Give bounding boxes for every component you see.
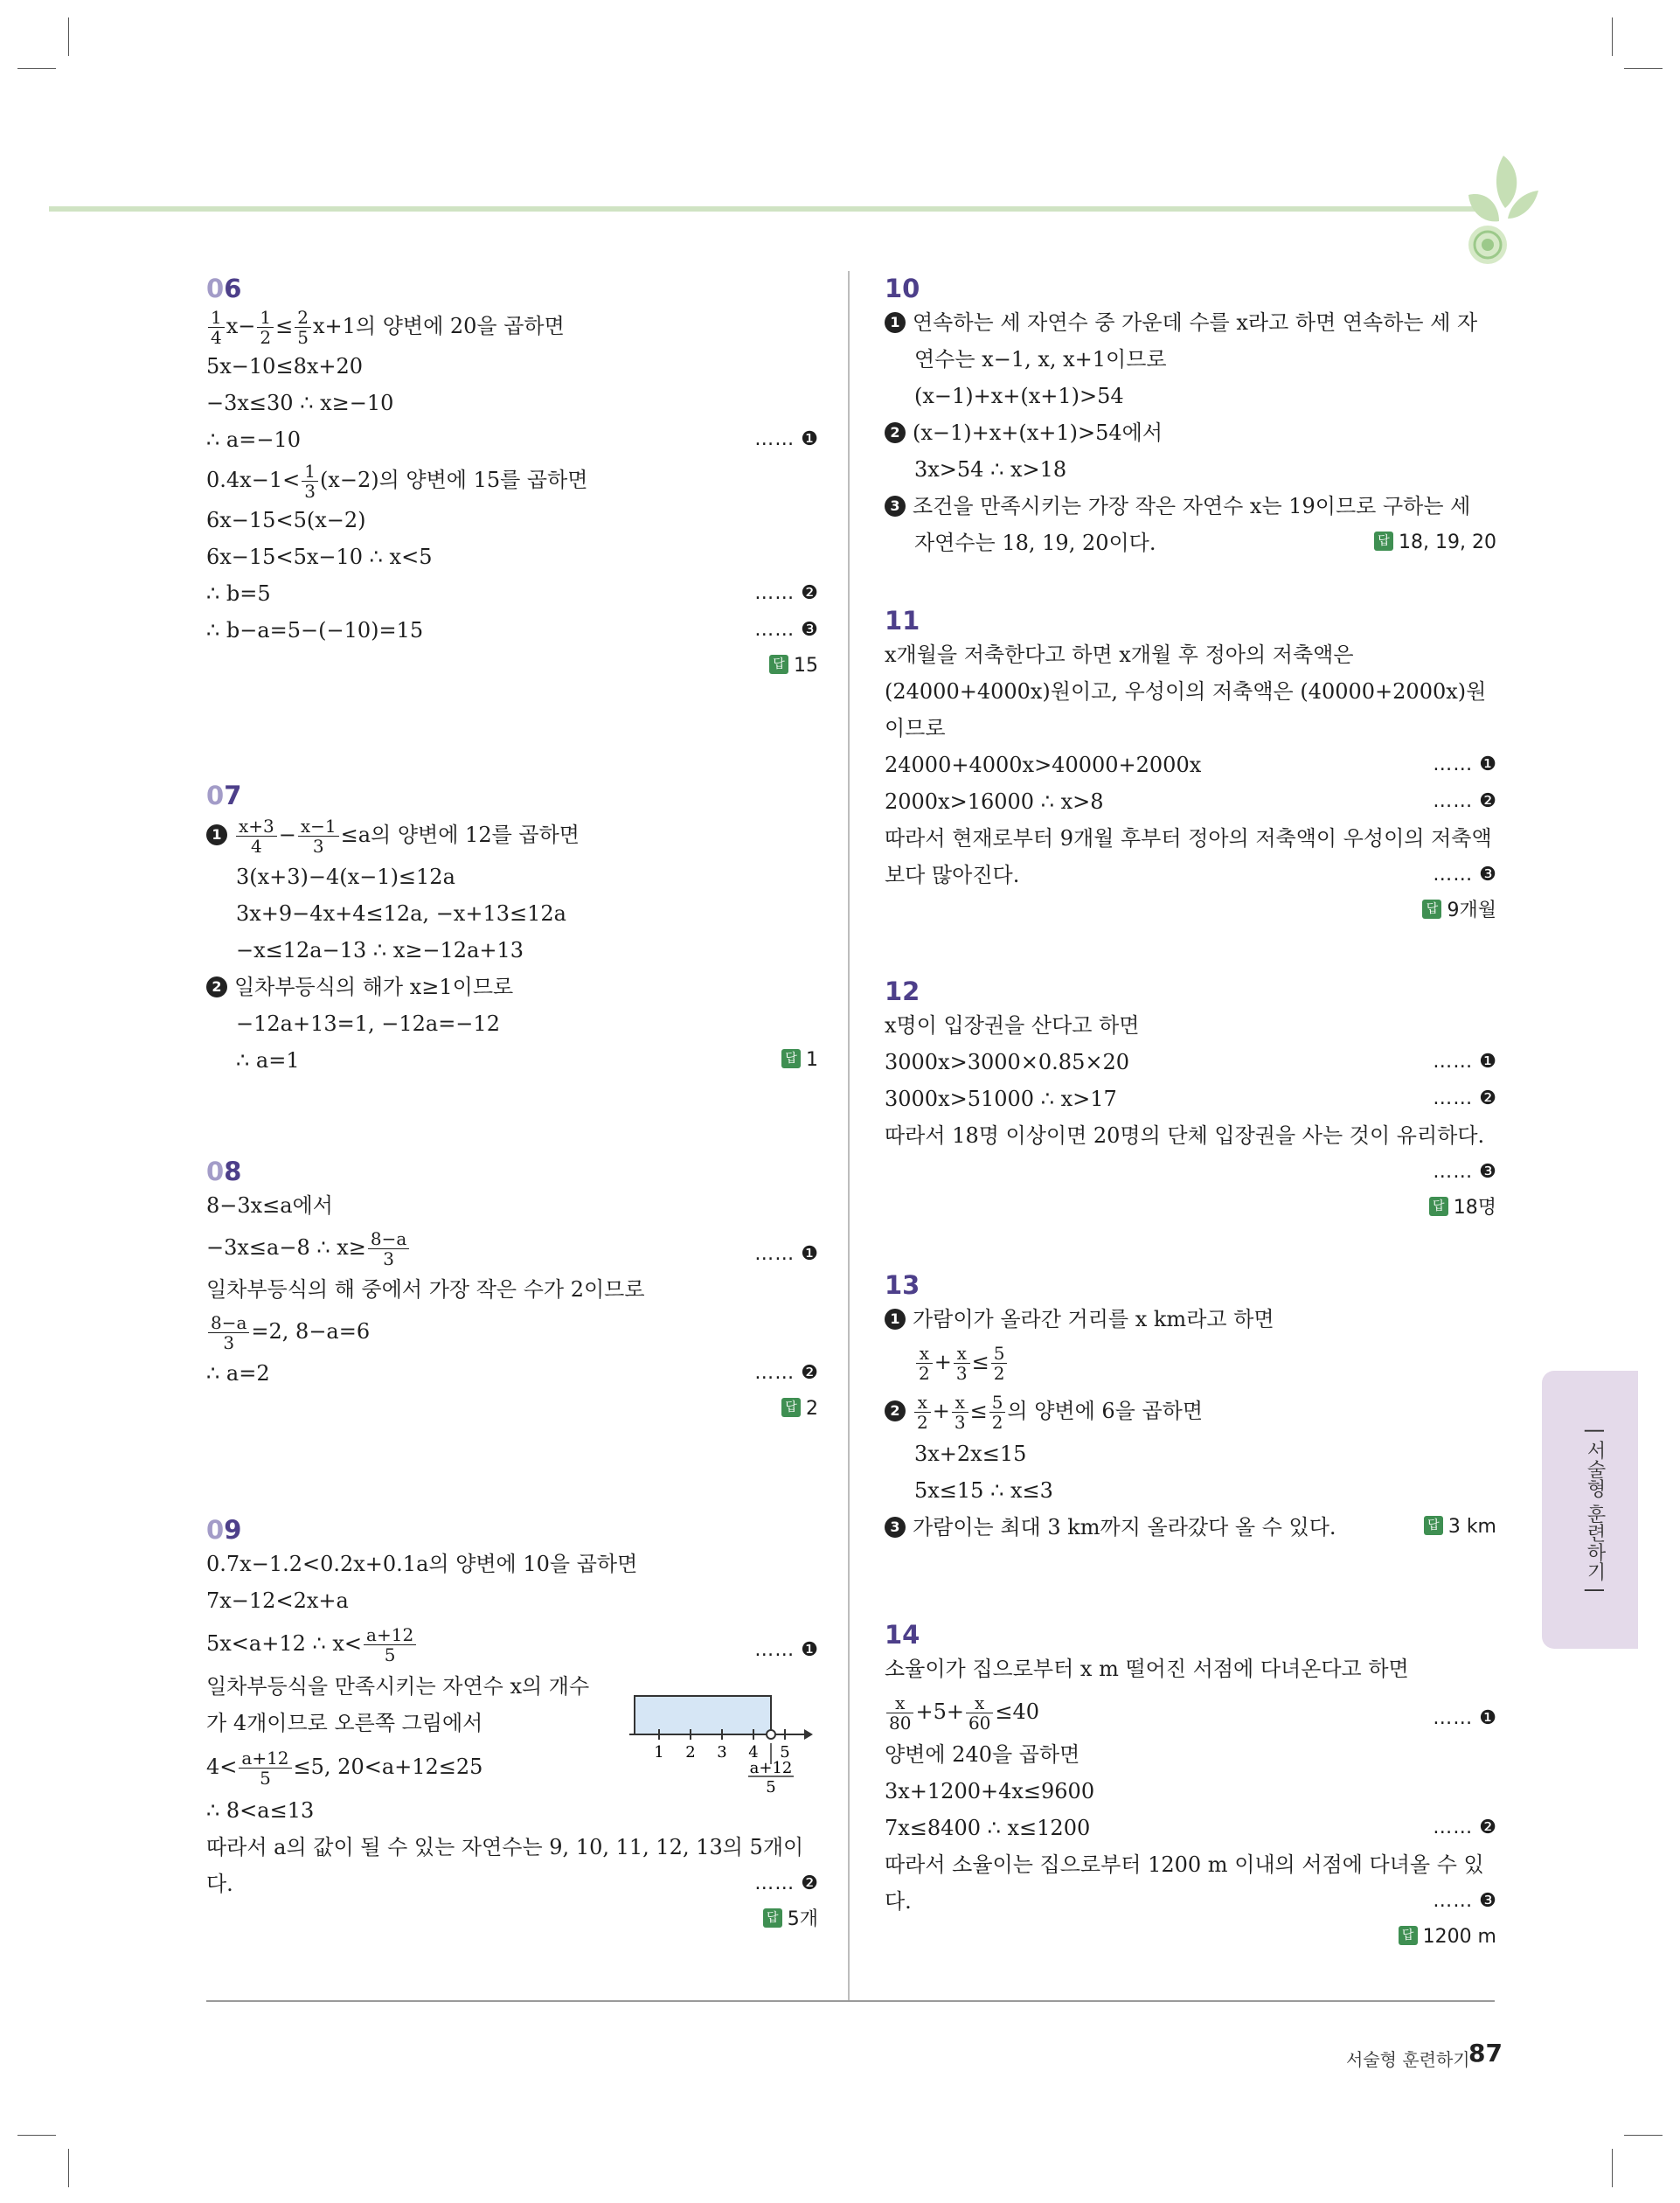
- solution-line: −3x≤a−8 ∴ x≥ $\frac{8-a}{3}$ …… ❶: [206, 1224, 818, 1271]
- step-marker: …… ❷: [1433, 1088, 1496, 1109]
- solution-line: 8−3x≤a에서: [206, 1193, 333, 1218]
- answer-icon: 답: [1424, 1516, 1443, 1535]
- fraction: $\frac{x}{2}$: [916, 1344, 933, 1383]
- answer-icon: 답: [1422, 900, 1441, 919]
- boundary-label-numerator: a+12: [749, 1759, 793, 1777]
- step-marker: …… ❷: [754, 1873, 818, 1894]
- section-tab-label: | 서술형 훈련하기 |: [1584, 1428, 1606, 1594]
- step-marker: …… ❶: [1433, 1707, 1496, 1729]
- fraction: $\frac{x}{2}$: [914, 1393, 931, 1432]
- solution-line: 따라서 18명 이상이면 20명의 단체 입장권을 사는 것이 유리하다.: [885, 1123, 1485, 1148]
- solution-line: 따라서 소율이는 집으로부터 1200 m 이내의 서점에 다녀올 수 있: [885, 1852, 1484, 1877]
- solution-line: 다. …… ❸: [885, 1883, 1496, 1920]
- problem-number: 14: [885, 1620, 920, 1650]
- step-marker: …… ❶: [1433, 1051, 1496, 1073]
- problem-07: [206, 780, 818, 1079]
- solution-line: 다. …… ❷: [206, 1866, 818, 1902]
- solution-line: 1 $\frac{x+3}{4}$ − $\frac{x-1}{3}$ ≤a의 양변에 12를 곱하면: [206, 811, 818, 858]
- solution-line: 소율이가 집으로부터 x m 떨어진 서점에 다녀온다고 하면: [885, 1657, 1409, 1681]
- solution-line: 3 가람이는 최대 3 km까지 올라갔다 올 수 있다. 답 3 km: [885, 1509, 1496, 1546]
- solution-line: 1 연속하는 세 자연수 중 가운데 수를 x라고 하면 연속하는 세 자: [885, 304, 1496, 341]
- solution-line: 0.7x−1.2<0.2x+0.1a의 양변에 10을 곱하면: [206, 1552, 638, 1576]
- answer-icon: 답: [1399, 1926, 1418, 1945]
- solution-line: 2 (x−1)+x+(x+1)>54에서: [885, 414, 1496, 451]
- answer: 답 2: [206, 1392, 818, 1427]
- problem-13: [885, 1269, 1496, 1546]
- solution-line: 0.4x−1< $\frac{1}{3}$ (x−2)의 양변에 15를 곱하면: [206, 461, 588, 502]
- tick-label: 4: [748, 1743, 759, 1762]
- step-badge: 1: [885, 312, 906, 333]
- step-marker: …… ❷: [754, 582, 818, 604]
- problem-number: 08: [206, 1157, 242, 1186]
- solution-line: −x≤12a−13 ∴ x≥−12a+13: [236, 938, 524, 963]
- fraction: $\frac{5}{2}$: [989, 1393, 1006, 1432]
- solution-line: 이므로: [885, 716, 946, 740]
- footer-section-title: 서술형 훈련하기: [1346, 2049, 1470, 2070]
- crop-mark: [17, 2135, 56, 2136]
- fraction: $\frac{a+12}{5}$: [239, 1748, 291, 1788]
- problem-number: 06: [206, 274, 242, 303]
- solution-line: −3x≤30 ∴ x≥−10: [206, 391, 394, 415]
- solution-line: 3x+2x≤15: [914, 1442, 1027, 1466]
- fraction: $\frac{x-1}{3}$: [298, 817, 339, 856]
- solution-line: ∴ a=1 답 1: [206, 1042, 818, 1079]
- fraction: $\frac{1}{4}$: [208, 308, 225, 347]
- answer-icon: 답: [1429, 1197, 1448, 1216]
- step-marker: …… ❷: [754, 1362, 818, 1384]
- answer-icon: 답: [781, 1049, 801, 1068]
- answer: 답 5개: [206, 1902, 818, 1937]
- crop-mark: [68, 2149, 69, 2187]
- fraction: $\frac{1}{3}$: [302, 462, 318, 501]
- answer: 답 15: [206, 649, 818, 684]
- answer-icon: 답: [769, 655, 788, 674]
- fraction: $\frac{8-a}{3}$: [368, 1229, 409, 1268]
- problem-number: 09: [206, 1515, 242, 1545]
- solution-line: $\frac{8-a}{3}$ =2, 8−a=6: [206, 1308, 818, 1355]
- tick-label: 3: [717, 1743, 727, 1762]
- boundary-label-denominator: 5: [766, 1778, 776, 1796]
- problem-number: 13: [885, 1270, 920, 1300]
- fraction: $\frac{2}{5}$: [295, 308, 311, 347]
- step-marker: …… ❶: [1433, 754, 1496, 775]
- solution-line: 3(x+3)−4(x−1)≤12a: [236, 865, 455, 889]
- page-number: 87: [1468, 2039, 1503, 2067]
- solution-line: 5x≤15 ∴ x≤3: [914, 1478, 1053, 1503]
- tick-label: 2: [685, 1743, 696, 1762]
- solution-line: 3x>54 ∴ x>18: [914, 457, 1067, 482]
- leaf-ornament-icon: [1451, 147, 1547, 269]
- crop-mark: [1612, 17, 1613, 56]
- solution-line: 자연수는 18, 19, 20이다. 답 18, 19, 20: [885, 525, 1496, 561]
- solution-line: (x−1)+x+(x+1)>54: [914, 384, 1124, 408]
- problem-number: 12: [885, 976, 920, 1006]
- solution-line: 4< $\frac{a+12}{5}$ ≤5, 20<a+12≤25: [206, 1748, 483, 1789]
- fraction: $\frac{x}{3}$: [952, 1393, 968, 1432]
- solution-line: 3000x>51000 ∴ x>17 …… ❷: [885, 1081, 1496, 1117]
- fraction: $\frac{8-a}{3}$: [208, 1313, 249, 1352]
- crop-mark: [1624, 68, 1663, 69]
- step-marker: …… ❷: [1433, 790, 1496, 812]
- fraction: $\frac{5}{2}$: [991, 1344, 1008, 1383]
- step-badge: 2: [885, 1400, 906, 1421]
- problem-06: [206, 273, 818, 684]
- answer-icon: 답: [781, 1398, 801, 1417]
- fraction: $\frac{x+3}{4}$: [236, 817, 277, 856]
- solution-region: [635, 1696, 771, 1734]
- step-marker: …… ❸: [1433, 1890, 1496, 1912]
- crop-mark: [1624, 2135, 1663, 2136]
- solution-line: 보다 많아진다. …… ❸: [885, 857, 1496, 893]
- solution-line: 3000x>3000×0.85×20 …… ❶: [885, 1044, 1496, 1081]
- solution-line: 3 조건을 만족시키는 가장 작은 자연수 x는 19이므로 구하는 세: [885, 488, 1496, 525]
- crop-mark: [1612, 2149, 1613, 2187]
- problem-12: [885, 976, 1496, 1226]
- solution-line: 2000x>16000 ∴ x>8 …… ❷: [885, 783, 1496, 820]
- step-marker: …… ❸: [1433, 864, 1496, 886]
- step-marker: …… ❶: [754, 428, 818, 450]
- solution-line: $\frac{x}{80}$ +5+ $\frac{x}{60}$ ≤40 …… ❶: [885, 1687, 1496, 1736]
- footer-rule: [206, 2000, 1495, 2002]
- answer-icon: 답: [763, 1908, 782, 1928]
- solution-line: ∴ b−a=5−(−10)=15 …… ❸: [206, 612, 818, 649]
- solution-line: x명이 입장권을 산다고 하면: [885, 1013, 1140, 1038]
- tick-label: 5: [780, 1743, 790, 1762]
- solution-line: 5x−10≤8x+20: [206, 354, 364, 379]
- problem-10: [885, 273, 1496, 561]
- crop-mark: [68, 17, 69, 56]
- tick-label: 1: [654, 1743, 664, 1762]
- solution-line: 7x≤8400 ∴ x≤1200 …… ❷: [885, 1810, 1496, 1846]
- solution-line: 가 4개이므로 오른쪽 그림에서: [206, 1711, 483, 1735]
- solution-line: −12a+13=1, −12a=−12: [236, 1011, 500, 1036]
- solution-line: ∴ b=5 …… ❷: [206, 575, 818, 612]
- fraction: $\frac{1}{2}$: [257, 308, 274, 347]
- solution-line: 2 일차부등식의 해가 x≥1이므로: [206, 969, 818, 1005]
- column-divider: [848, 271, 850, 2002]
- step-marker: …… ❶: [754, 1639, 818, 1661]
- answer: 답 18, 19, 20: [1374, 525, 1496, 561]
- problem-number: 07: [206, 781, 242, 810]
- step-marker: …… ❶: [754, 1243, 818, 1265]
- solution-line: 7x−12<2x+a: [206, 1588, 349, 1613]
- step-marker: …… ❸: [754, 619, 818, 641]
- number-line-figure: [423, 1680, 808, 1796]
- solution-line: 6x−15<5x−10 ∴ x<5: [206, 545, 433, 569]
- step-marker: …… ❷: [1433, 1817, 1496, 1838]
- answer: 답 3 km: [1424, 1509, 1496, 1546]
- solution-line: (24000+4000x)원이고, 우성이의 저축액은 (40000+2000x)원: [885, 679, 1487, 704]
- solution-line: 3x+9−4x+4≤12a, −x+13≤12a: [236, 901, 566, 926]
- solution-line: ∴ a=−10 …… ❶: [206, 421, 818, 458]
- solution-line: 5x<a+12 ∴ x< $\frac{a+12}{5}$ …… ❶: [206, 1619, 818, 1668]
- solution-line: $\frac{x}{2}$ + $\frac{x}{3}$ ≤ $\frac{5}{2}$: [885, 1338, 1496, 1386]
- solution-line: 6x−15<5(x−2): [206, 508, 366, 532]
- step-marker: …… ❸: [1433, 1161, 1496, 1183]
- step-badge: 3: [885, 1517, 906, 1538]
- answer: 답 1: [781, 1042, 818, 1079]
- solution-line: 일차부등식의 해 중에서 가장 작은 수가 2이므로: [206, 1277, 645, 1302]
- fraction: $\frac{a+12}{5}$: [364, 1625, 416, 1664]
- solution-line: [885, 1154, 1496, 1191]
- solution-line: 1 가람이가 올라간 거리를 x km라고 하면: [885, 1301, 1496, 1338]
- solution-line: ∴ a=2 …… ❷: [206, 1355, 818, 1392]
- solution-line: 따라서 a의 값이 될 수 있는 자연수는 9, 10, 11, 12, 13의 5개이: [206, 1835, 804, 1859]
- step-badge: 2: [206, 976, 227, 997]
- step-badge: 2: [885, 422, 906, 443]
- solution-line: 2 $\frac{x}{2}$ + $\frac{x}{3}$ ≤ $\frac{5}{2}$ 의 양변에 6을 곱하면: [885, 1386, 1496, 1435]
- answer: 답 9개월: [885, 893, 1496, 928]
- solution-line: 양변에 240을 곱하면: [885, 1742, 1080, 1767]
- problem-11: [885, 605, 1496, 928]
- fraction: $\frac{x}{3}$: [954, 1344, 970, 1383]
- fraction: $\frac{x}{60}$: [966, 1693, 993, 1733]
- crop-mark: [17, 68, 56, 69]
- solution-line: 따라서 현재로부터 9개월 후부터 정아의 저축액이 우성이의 저축액: [885, 826, 1492, 851]
- solution-line: x개월을 저축한다고 하면 x개월 후 정아의 저축액은: [885, 643, 1354, 667]
- answer-icon: 답: [1374, 532, 1393, 551]
- boundary-point: [767, 1730, 775, 1739]
- answer: 답 18명: [885, 1191, 1496, 1226]
- solution-line: 일차부등식을 만족시키는 자연수 x의 개수: [206, 1674, 590, 1699]
- problem-number: 11: [885, 606, 920, 636]
- solution-line: ∴ 8<a≤13: [206, 1798, 315, 1823]
- step-badge: 3: [885, 496, 906, 517]
- solution-line: 3x+1200+4x≤9600: [885, 1779, 1095, 1803]
- problem-08: [206, 1156, 818, 1427]
- step-badge: 1: [885, 1309, 906, 1330]
- solution-line: $\frac{1}{4}$ x− $\frac{1}{2}$ ≤ $\frac{2}{5}$ x+1의 양변에 20을 곱하면: [206, 304, 818, 348]
- solution-line: 연수는 x−1, x, x+1이므로: [914, 347, 1167, 372]
- problem-number: 10: [885, 274, 920, 303]
- step-badge: 1: [206, 824, 227, 845]
- problem-14: [885, 1619, 1496, 1955]
- fraction: $\frac{x}{80}$: [886, 1693, 913, 1733]
- header-rule: [49, 206, 1482, 212]
- solution-line: 24000+4000x>40000+2000x …… ❶: [885, 747, 1496, 783]
- answer: 답 1200 m: [885, 1920, 1496, 1955]
